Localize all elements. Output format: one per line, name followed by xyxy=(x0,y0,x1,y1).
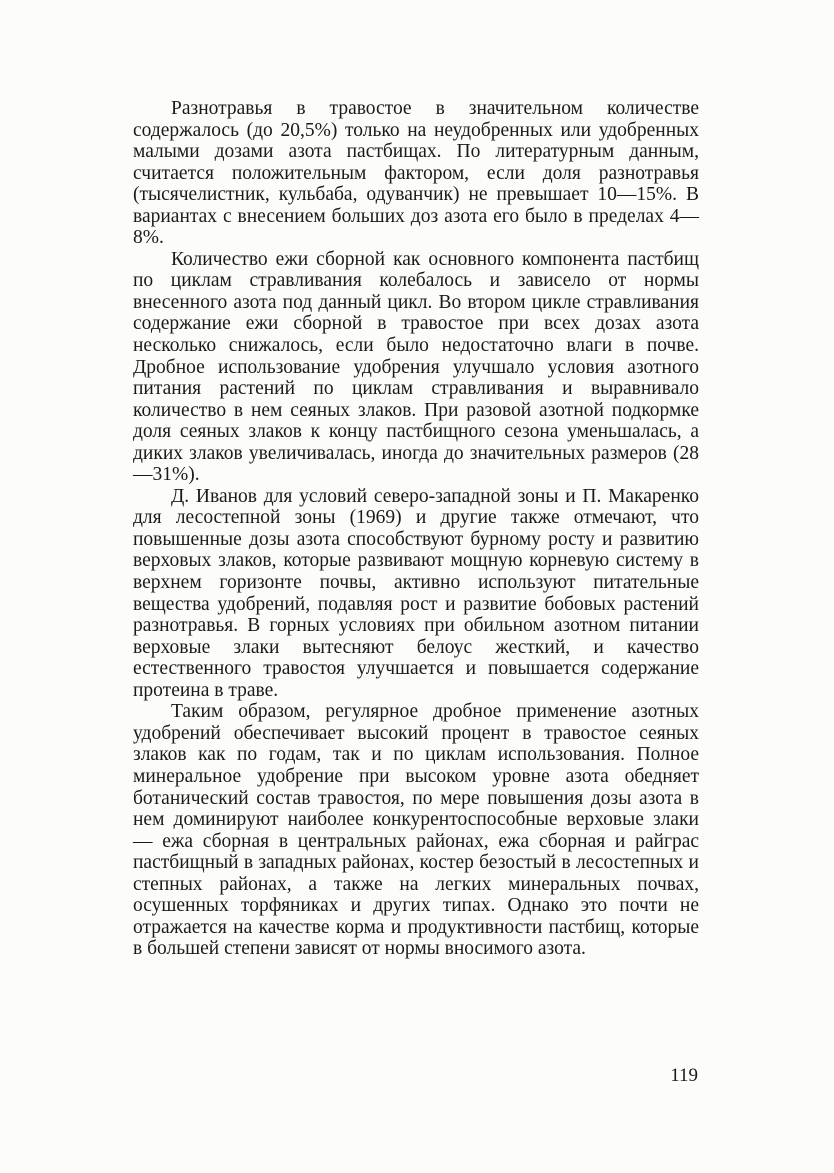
paragraph-forbs: Разнотравья в травостое в значительном количестве содержалось (до 20,5%) только на неудобренных или удобренных малыми дозами азота пастбищах. По литературным данным, считается положительным фактором, если доля разнотравья (тысячелистник, кульбаба, одуванчик) не превышает 10—15%. В вариантах с внесением больших доз азота его было в пределах 4—8%. xyxy=(133,98,699,249)
page-number: 119 xyxy=(670,1065,698,1086)
paragraph-ivanov-makarenko: Д. Иванов для условий северо-западной зоны и П. Макаренко для лесостепной зоны (1969) и другие также отмечают, что повышенные дозы азота способствуют бурному росту и развитию верховых злаков, которые развивают мощную корневую систему в верхнем горизонте почвы, активно используют питательные вещества удобрений, подавляя рост и развитие бобовых растений разнотравья. В горных условиях при обильном азотном питании верховые злаки вытесняют белоус жесткий, и качество естественного травостоя улучшается и повышается содержание протеина в траве. xyxy=(133,485,699,701)
body-text xyxy=(133,98,699,960)
paragraph-orchard-grass: Количество ежи сборной как основного компонента пастбищ по циклам стравливания колебалось и зависело от нормы внесенного азота под данный цикл. Во втором цикле стравливания содержание ежи сборной в травостое при всех дозах азота несколько снижалось, если было недостаточно влаги в почве. Дробное использование удобрения улучшало условия азотного питания растений по циклам стравливания и выравнивало количество в нем сеяных злаков. При разовой азотной подкормке доля сеяных злаков к концу пастбищного сезона уменьшалась, а диких злаков увеличивалась, иногда до значительных размеров (28—31%). xyxy=(133,248,699,486)
paragraph-conclusion: Таким образом, регулярное дробное применение азотных удобрений обеспечивает высокий процент в травостое сеяных злаков как по годам, так и по циклам использования. Полное минеральное удобрение при высоком уровне азота обедняет ботанический состав травостоя, по мере повышения дозы азота в нем доминируют наиболее конкурентоспособные верховые злаки — ежа сборная в центральных районах, ежа сборная и райграс пастбищный в западных районах, костер безостый в лесостепных и степных районах, а также на легких минеральных почвах, осушенных торфяниках и других типах. Однако это почти не отражается на качестве корма и продуктивности пастбищ, которые в большей степени зависят от нормы вносимого азота. xyxy=(133,701,699,960)
